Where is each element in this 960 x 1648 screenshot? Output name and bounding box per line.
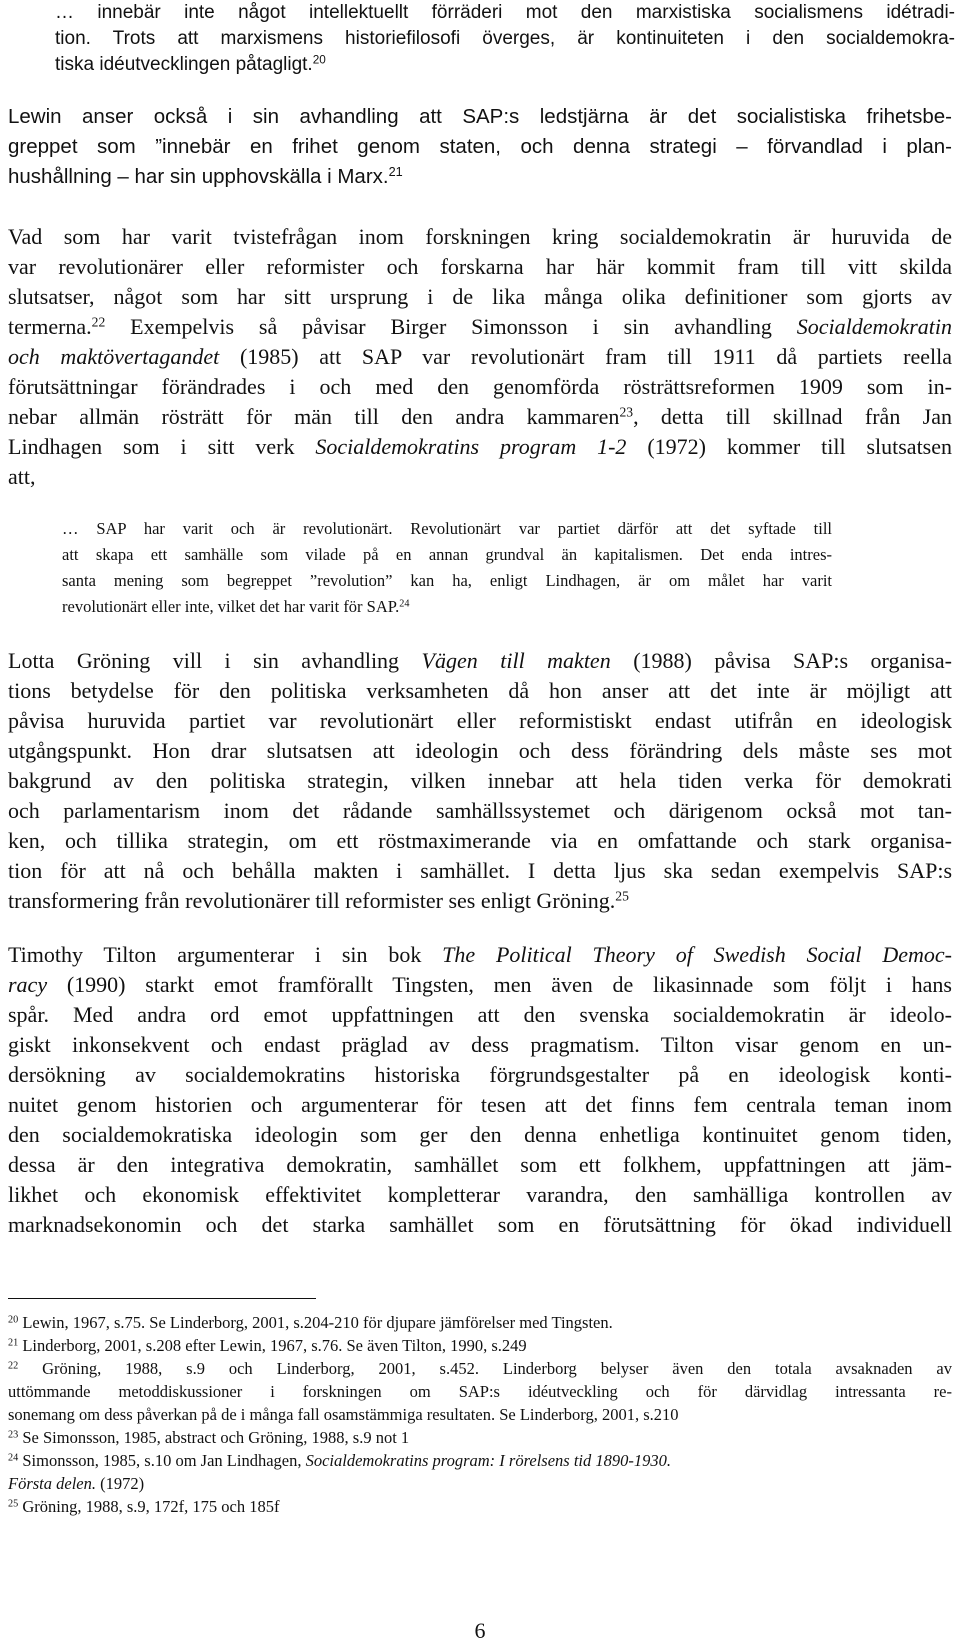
footnote-24 bbox=[8, 1449, 952, 1472]
footnote-ref-21: 21 bbox=[388, 164, 403, 180]
footnote-separator bbox=[8, 1298, 316, 1299]
text-line: likhet och ekonomisk effektivitet kompletterar varandra, den samhälliga kontrollen av bbox=[8, 1182, 952, 1207]
footnote-text: Se Simonsson, 1985, abstract och Gröning, 1988, s.9 not 1 bbox=[18, 1428, 410, 1447]
text-segment: (1972) kommer till slutsatsen bbox=[626, 434, 953, 459]
work-title: Första delen. bbox=[8, 1474, 96, 1493]
text-segment: (1990) starkt emot framförallt Tingsten, men även de likasinnade som följt i hans bbox=[47, 972, 952, 997]
text-line: nuitet genom historien och argumenterar för tesen att det finns fem centrala teman inom bbox=[8, 1092, 952, 1117]
footnote-number: 25 bbox=[8, 1498, 19, 1510]
text-line bbox=[8, 970, 952, 1000]
intro-quote-continuation bbox=[55, 0, 955, 78]
text-segment: transformering från revolutionärer till reformister ses enligt Gröning. bbox=[8, 888, 616, 913]
text-line bbox=[8, 312, 952, 342]
footnote-ref-20: 20 bbox=[312, 53, 326, 67]
text-line: dessa är den integrativa demokratin, samhället som ett folkhem, uppfattningen att jäm- bbox=[8, 1152, 952, 1177]
footnote-25 bbox=[8, 1495, 952, 1518]
text-segment: hushållning – har sin upphovskälla i Marx. bbox=[8, 165, 389, 188]
text-line: Lewin anser också i sin avhandling att SAP:s ledstjärna är det socialistiska frihetsbe- bbox=[8, 105, 952, 128]
footnote-22-cont: uttömmande metoddiskussioner i forskningen om SAP:s idéutveckling och för därvidlag intressanta re- bbox=[8, 1382, 952, 1401]
page-number: 6 bbox=[474, 1618, 486, 1643]
footnote-number: 21 bbox=[8, 1337, 19, 1349]
footnote-number: 24 bbox=[8, 1452, 19, 1464]
text-line bbox=[8, 886, 952, 916]
text-line: giskt inkonsekvent och endast präglad av dess pragmatism. Tilton visar genom en un- bbox=[8, 1032, 952, 1057]
text-line: marknadsekonomin och det starka samhället som en förutsättning för ökad individuell bbox=[8, 1212, 952, 1237]
text-line: att, bbox=[8, 464, 36, 489]
text-line bbox=[8, 940, 952, 970]
footnote-22-cont: sonemang om dess påverkan på de i många fall osamstämmiga resultaten. Se Linderborg, 2001, s.210 bbox=[8, 1405, 679, 1424]
work-title: Socialdemokratin bbox=[796, 314, 952, 339]
text-line: dersökning av socialdemokratins historiska förgrundsgestalter på en ideologisk konti- bbox=[8, 1062, 952, 1087]
text-segment: Exempelvis så påvisar Birger Simonsson i sin avhandling bbox=[105, 314, 797, 339]
footnote-text: Gröning, 1988, s.9, 172f, 175 och 185f bbox=[18, 1497, 280, 1516]
text-line: var revolutionärer eller reformister och forskarna har här kommit fram till vitt skilda bbox=[8, 254, 952, 279]
text-line: santa mening som begreppet ”revolution” kan ha, enligt Lindhagen, är om målet har varit bbox=[62, 571, 832, 590]
work-title: och maktövertagandet bbox=[8, 344, 220, 369]
text-line bbox=[55, 52, 955, 78]
footnote-20 bbox=[8, 1311, 952, 1334]
work-title: Vägen till makten bbox=[421, 648, 611, 673]
text-line: den socialdemokratiska ideologin som ger den denna enhetliga kontinuitet genom tiden, bbox=[8, 1122, 952, 1147]
text-line: ken, och tillika strategin, om ett röstmaximerande via en omfattande och stark organisa- bbox=[8, 828, 952, 853]
text-line: slutsatser, något som har sitt ursprung i de lika många olika definitioner som gjorts av bbox=[8, 284, 952, 309]
text-line: … innebär inte något intellektuellt förräderi mot den marxistiska socialismens idétradi- bbox=[55, 2, 955, 23]
work-title: Socialdemokratins program: I rörelsens tid 1890-1930. bbox=[305, 1451, 672, 1470]
text-line bbox=[8, 342, 952, 372]
text-line: … SAP har varit och är revolutionärt. Revolutionärt var partiet därför att det syftade till bbox=[62, 519, 832, 538]
footnote-text: Gröning, 1988, s.9 och Linderborg, 2001, s.452. Linderborg belyser även den totala avsaknaden av bbox=[18, 1359, 952, 1378]
text-line bbox=[8, 162, 952, 192]
text-line: förutsättningar förändrades i och med den genomförda rösträttsreformen 1909 som in- bbox=[8, 374, 952, 399]
text-line bbox=[8, 402, 952, 432]
work-title: racy bbox=[8, 972, 48, 997]
footnote-23 bbox=[8, 1426, 952, 1449]
text-line: tions betydelse för den politiska verksamheten då hon anser att det inte är möjligt att bbox=[8, 678, 952, 703]
text-segment: termerna. bbox=[8, 314, 92, 339]
text-line: spår. Med andra ord emot uppfattningen att den svenska socialdemokratin är ideolo- bbox=[8, 1002, 952, 1027]
footnote-ref-23: 23 bbox=[619, 404, 634, 420]
text-line: Vad som har varit tvistefrågan inom forskningen kring socialdemokratin är huruvida de bbox=[8, 224, 952, 249]
footnotes bbox=[8, 1311, 952, 1518]
work-title: The Political Theory of Swedish Social Democ- bbox=[442, 942, 952, 967]
footnote-number: 23 bbox=[8, 1429, 19, 1441]
text-segment: tiska idéutvecklingen påtagligt. bbox=[55, 54, 313, 75]
paragraph-lewin bbox=[8, 102, 952, 192]
footnote-24-cont bbox=[8, 1472, 952, 1495]
text-line: utgångspunkt. Hon drar slutsatsen att ideologin och dess förändring dels måste ses mot bbox=[8, 738, 952, 763]
footnote-text: Lewin, 1967, s.75. Se Linderborg, 2001, s.204-210 för djupare jämförelser med Tingsten. bbox=[18, 1313, 613, 1332]
footnote-ref-24: 24 bbox=[399, 598, 410, 610]
text-segment: revolutionärt eller inte, vilket det har varit för SAP. bbox=[62, 597, 400, 616]
text-line bbox=[62, 594, 832, 620]
footnote-text: (1972) bbox=[96, 1474, 145, 1493]
text-line: påvisa huruvida partiet var revolutionärt eller reformistiskt endast utifrån en ideologisk bbox=[8, 708, 952, 733]
footnote-text: Simonsson, 1985, s.10 om Jan Lindhagen, bbox=[18, 1451, 306, 1470]
text-segment: Timothy Tilton argumenterar i sin bok bbox=[8, 942, 443, 967]
text-segment: nebar allmän rösträtt för män till den andra kammaren bbox=[8, 404, 620, 429]
footnote-text: Linderborg, 2001, s.208 efter Lewin, 1967, s.76. Se även Tilton, 1990, s.249 bbox=[18, 1336, 527, 1355]
footnote-21 bbox=[8, 1334, 952, 1357]
text-segment: Lindhagen som i sitt verk bbox=[8, 434, 316, 459]
text-line: tion. Trots att marxismens historiefilosofi överges, är kontinuiteten i den socialdemokra- bbox=[55, 28, 955, 49]
paragraph-tilton bbox=[8, 940, 952, 1240]
footnote-22 bbox=[8, 1357, 952, 1380]
footnote-ref-25: 25 bbox=[615, 888, 629, 904]
text-segment: (1985) att SAP var revolutionärt fram till 1911 då partiets reella bbox=[219, 344, 953, 369]
text-line: bakgrund av den politiska strategin, vilken innebar att hela tiden verka för demokrati bbox=[8, 768, 952, 793]
paragraph-groning bbox=[8, 646, 952, 916]
footnote-number: 22 bbox=[8, 1360, 19, 1372]
text-segment: , detta till skillnad från Jan bbox=[633, 404, 953, 429]
work-title: Socialdemokratins program 1-2 bbox=[315, 434, 627, 459]
text-line bbox=[8, 432, 952, 462]
text-line: tion för att nå och behålla makten i samhället. I detta ljus ska sedan exempelvis SAP:s bbox=[8, 858, 952, 883]
paragraph-vad-som bbox=[8, 222, 952, 492]
block-quote-lindhagen bbox=[62, 516, 832, 620]
text-line: greppet som ”innebär en frihet genom staten, och denna strategi – förvandlad i plan- bbox=[8, 135, 952, 158]
footnote-number: 20 bbox=[8, 1314, 19, 1326]
text-segment: Lotta Gröning vill i sin avhandling bbox=[8, 648, 422, 673]
footnote-ref-22: 22 bbox=[91, 314, 106, 330]
text-line: och parlamentarism inom det rådande samhällssystemet och därigenom också mot tan- bbox=[8, 798, 952, 823]
text-segment: (1988) påvisa SAP:s organisa- bbox=[610, 648, 952, 673]
text-line: att skapa ett samhälle som vilade på en annan grundval än kapitalismen. Det enda intres- bbox=[62, 545, 832, 564]
text-line bbox=[8, 646, 952, 676]
